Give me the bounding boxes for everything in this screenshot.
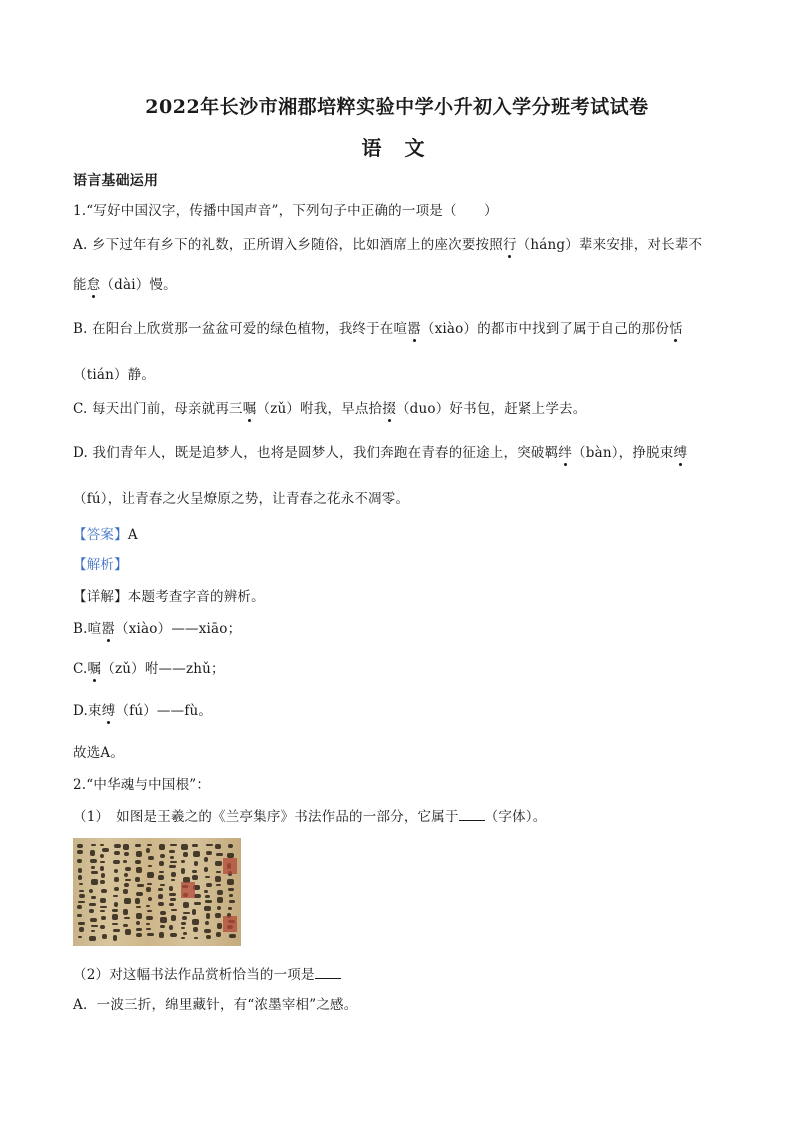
dotted-char: 缚 <box>673 445 688 461</box>
ink-stroke <box>124 883 129 887</box>
ink-stroke <box>183 912 190 914</box>
ink-stroke <box>124 852 129 856</box>
ink-stroke <box>193 851 200 857</box>
ink-stroke <box>229 900 235 903</box>
ink-stroke <box>183 902 189 908</box>
dotted-char: 嚣 <box>101 621 116 637</box>
exam-title: 2022年长沙市湘郡培粹实验中学小升初入学分班考试试卷 <box>145 96 649 118</box>
ink-stroke <box>205 876 210 878</box>
dotted-char: 嚣 <box>407 321 421 337</box>
ink-stroke <box>91 844 96 846</box>
ink-stroke <box>102 848 109 852</box>
ink-stroke <box>228 888 234 891</box>
ink-stroke <box>89 889 93 893</box>
ink-stroke <box>171 915 176 921</box>
ink-stroke <box>205 895 210 898</box>
ink-stroke <box>159 844 165 850</box>
text-span: （duo）好书包，赶紧上学去。 <box>395 401 587 417</box>
ink-stroke <box>160 911 166 915</box>
text-span: （zǔ）咐我，早点拾 <box>256 401 383 417</box>
ink-stroke <box>227 879 234 885</box>
text-span: B. 在阳台上欣赏那一盆盆可爱的绿色植物，我终于在喧 <box>73 321 408 337</box>
ink-stroke <box>181 922 186 925</box>
ink-stroke <box>113 860 120 864</box>
ink-stroke <box>90 850 95 856</box>
question-2-part-2 <box>73 966 341 984</box>
calligraphy-column <box>146 842 155 942</box>
ink-stroke <box>136 921 140 925</box>
ink-stroke <box>169 886 173 891</box>
ink-stroke <box>205 921 209 925</box>
ink-stroke <box>216 853 223 856</box>
ink-stroke <box>169 903 174 906</box>
ink-stroke <box>125 879 131 881</box>
ink-stroke <box>194 902 201 905</box>
seal-stamp <box>223 858 237 874</box>
ink-stroke <box>217 906 221 910</box>
exam-subject: 语 文 <box>361 136 433 160</box>
seal-stamp <box>181 882 195 898</box>
ink-stroke <box>192 919 199 925</box>
ink-stroke <box>204 857 208 862</box>
ink-stroke <box>79 890 84 892</box>
ink-stroke <box>170 933 177 937</box>
ink-stroke <box>183 852 188 857</box>
ink-stroke <box>100 925 105 929</box>
analysis-tag: 【解析】 <box>73 557 128 573</box>
ink-stroke <box>147 844 152 846</box>
ink-stroke <box>79 883 83 885</box>
ink-stroke <box>229 934 236 938</box>
ink-stroke <box>136 892 143 896</box>
ink-stroke <box>170 844 177 846</box>
ink-stroke <box>181 927 185 929</box>
ink-stroke <box>181 860 185 863</box>
question-1-stem: 1.“写好中国汉字，传播中国声音”，下列句子中正确的一项是（ ） <box>73 203 498 219</box>
ink-stroke <box>158 875 164 880</box>
ink-stroke <box>124 873 128 877</box>
ink-stroke <box>78 922 85 925</box>
seal-stamp <box>223 916 237 932</box>
ink-stroke <box>79 894 85 898</box>
ink-stroke <box>77 859 82 863</box>
ink-stroke <box>160 917 167 923</box>
ink-stroke <box>113 895 118 897</box>
ink-stroke <box>205 900 212 903</box>
ink-stroke <box>192 875 198 880</box>
ink-stroke <box>192 909 196 915</box>
option-a-line-2 <box>73 276 177 294</box>
ink-stroke <box>91 879 98 885</box>
ink-stroke <box>123 844 129 850</box>
dotted-char: 怠 <box>86 277 101 293</box>
ink-stroke <box>194 894 201 898</box>
correction-d <box>73 702 212 720</box>
correction-c <box>73 660 225 678</box>
dotted-char: 嘱 <box>87 661 102 677</box>
ink-stroke <box>114 869 118 873</box>
ink-stroke <box>206 844 213 846</box>
ink-stroke <box>146 928 151 930</box>
ink-stroke <box>102 934 107 939</box>
ink-stroke <box>101 873 105 878</box>
dotted-char: 绊 <box>558 445 573 461</box>
text-span: （1） 如图是王羲之的《兰亭集序》书法作品的一部分，它属于 <box>73 809 459 825</box>
ink-stroke <box>136 913 142 919</box>
ink-stroke <box>101 916 106 920</box>
ink-stroke <box>124 917 130 919</box>
calligraphy-column <box>204 842 213 942</box>
ink-stroke <box>100 910 105 912</box>
calligraphy-column <box>112 842 121 942</box>
ink-stroke <box>114 887 119 891</box>
ink-stroke <box>169 850 175 853</box>
ink-stroke <box>77 914 82 917</box>
ink-stroke <box>100 844 104 846</box>
answer-tag: 【答案】 <box>73 527 128 543</box>
ink-stroke <box>114 902 118 907</box>
ink-stroke <box>89 903 96 906</box>
ink-stroke <box>114 851 120 855</box>
answer-blank <box>315 966 341 979</box>
ink-stroke <box>204 867 208 872</box>
ink-stroke <box>206 935 211 939</box>
calligraphy-column <box>169 842 178 942</box>
ink-stroke <box>113 935 117 941</box>
ink-stroke <box>170 861 177 863</box>
ink-stroke <box>100 906 107 908</box>
section-heading: 语言基础运用 <box>73 173 159 189</box>
ink-stroke <box>89 936 96 941</box>
option-a-line-1 <box>73 236 702 254</box>
ink-stroke <box>77 844 83 848</box>
ink-stroke <box>91 896 96 899</box>
text-span: D.束 <box>73 703 102 719</box>
text-span: A. 乡下过年有乡下的礼数，正所谓入乡随俗，比如酒席上的座次要按照 <box>73 237 503 253</box>
ink-stroke <box>123 924 128 927</box>
ink-stroke <box>192 870 197 873</box>
ink-stroke <box>100 880 105 884</box>
answer-blank <box>459 808 485 821</box>
ink-stroke <box>147 883 152 885</box>
ink-stroke <box>159 861 164 866</box>
ink-stroke <box>114 877 119 882</box>
ink-stroke <box>78 936 82 938</box>
ink-stroke <box>193 927 198 932</box>
answer-line <box>73 526 138 544</box>
ink-stroke <box>216 932 221 937</box>
ink-stroke <box>137 884 144 887</box>
ink-stroke <box>100 854 104 858</box>
ink-stroke <box>158 888 163 891</box>
ink-stroke <box>147 872 154 878</box>
ink-stroke <box>91 930 95 932</box>
text-span: （2）对这幅书法作品赏析恰当的一项是 <box>73 967 315 983</box>
calligraphy-column <box>89 842 98 942</box>
ink-stroke <box>112 909 118 912</box>
text-span: （bàn），挣脱束 <box>572 445 674 461</box>
ink-stroke <box>171 879 175 881</box>
answer-value: A <box>127 527 138 543</box>
ink-stroke <box>206 851 212 855</box>
text-span: （dài）慢。 <box>100 277 177 293</box>
ink-stroke <box>91 871 98 874</box>
ink-stroke <box>206 913 210 919</box>
ink-stroke <box>77 850 83 854</box>
option-d-line-1 <box>73 444 687 462</box>
ink-stroke <box>204 890 208 893</box>
ink-stroke <box>194 937 198 939</box>
ink-stroke <box>123 860 127 863</box>
calligraphy-column <box>123 842 132 942</box>
ink-stroke <box>125 929 131 935</box>
ink-stroke <box>158 902 164 906</box>
ink-stroke <box>159 932 164 938</box>
ink-stroke <box>160 884 165 886</box>
ink-stroke <box>160 854 165 858</box>
ink-stroke <box>125 867 131 871</box>
ink-stroke <box>194 861 198 866</box>
ink-stroke <box>170 856 174 859</box>
ink-stroke <box>123 889 128 894</box>
option-b-line-2: （tián）静。 <box>73 367 156 383</box>
ink-stroke <box>135 860 141 864</box>
ink-stroke <box>135 898 140 904</box>
text-span: C. <box>73 661 88 677</box>
ink-stroke <box>136 933 142 937</box>
ink-stroke <box>228 844 233 848</box>
ink-stroke <box>90 918 97 922</box>
ink-stroke <box>148 897 152 901</box>
ink-stroke <box>169 925 173 930</box>
ink-stroke <box>77 905 82 909</box>
ink-stroke <box>217 897 223 903</box>
ink-stroke <box>135 844 141 847</box>
dotted-char: 掇 <box>382 401 396 417</box>
ink-stroke <box>146 887 151 892</box>
ink-stroke <box>113 929 120 932</box>
ink-stroke <box>114 844 121 848</box>
ink-stroke <box>146 905 150 907</box>
ink-stroke <box>216 884 221 886</box>
option-d-line-2: （fú），让青春之火呈燎原之势，让青春之花永不凋零。 <box>73 491 410 507</box>
text-span: 能 <box>73 277 87 293</box>
ink-stroke <box>147 910 152 912</box>
ink-stroke <box>123 909 128 915</box>
ink-stroke <box>192 844 198 847</box>
ink-stroke <box>112 914 118 920</box>
text-span: （字体）。 <box>484 809 547 825</box>
text-span: C. 每天出门前，母亲就再三 <box>73 401 243 417</box>
text-span: （fú）——fù。 <box>115 703 213 719</box>
choose-line: 故选A。 <box>73 745 125 761</box>
ink-stroke <box>159 871 164 873</box>
ink-stroke <box>181 937 185 939</box>
ink-stroke <box>217 890 223 895</box>
ink-stroke <box>136 867 142 873</box>
ink-stroke <box>204 929 211 933</box>
dotted-char: 恬 <box>669 321 683 337</box>
ink-stroke <box>112 923 118 925</box>
ink-stroke <box>217 923 222 929</box>
text-span: （xiào）的都市中找到了属于自己的那份 <box>420 321 670 337</box>
ink-stroke <box>216 871 221 873</box>
ink-stroke <box>78 868 82 873</box>
ink-stroke <box>215 844 221 849</box>
ink-stroke <box>171 909 177 911</box>
ink-stroke <box>182 916 187 920</box>
correction-b <box>73 620 241 638</box>
dotted-char: 缚 <box>101 703 116 719</box>
ink-stroke <box>206 883 212 887</box>
ink-stroke <box>181 844 188 850</box>
calligraphy-image <box>73 838 241 946</box>
detail-line: 【详解】本题考查字音的辨析。 <box>73 589 265 605</box>
ink-stroke <box>147 933 154 936</box>
ink-stroke <box>204 906 211 911</box>
calligraphy-column <box>135 842 144 942</box>
ink-stroke <box>215 861 222 866</box>
ink-stroke <box>148 865 152 867</box>
dotted-char: 嘱 <box>242 401 257 417</box>
ink-stroke <box>136 928 142 931</box>
ink-stroke <box>91 925 98 927</box>
ink-stroke <box>91 866 95 869</box>
ink-stroke <box>100 866 104 871</box>
ink-stroke <box>158 894 163 899</box>
ink-stroke <box>171 872 176 877</box>
ink-stroke <box>146 848 150 853</box>
ink-stroke <box>160 925 165 928</box>
ink-stroke <box>215 913 221 918</box>
ink-stroke <box>89 909 94 913</box>
ink-stroke <box>146 923 150 925</box>
calligraphy-column <box>77 842 86 942</box>
ink-stroke <box>79 927 84 932</box>
ink-stroke <box>100 898 106 903</box>
dotted-char: 行 <box>502 237 517 253</box>
ink-stroke <box>146 916 153 920</box>
ink-stroke <box>136 851 142 857</box>
ink-stroke <box>135 877 140 882</box>
ink-stroke <box>101 889 107 893</box>
text-span: D. 我们青年人，既是追梦人，也将是圆梦人，我们奔跑在青春的征途上，突破羁 <box>73 445 559 461</box>
ink-stroke <box>169 893 176 896</box>
text-span: （zǔ）咐——zhǔ； <box>101 661 225 677</box>
text-span: （háng）辈来安排，对长辈不 <box>516 237 703 253</box>
text-span: （xiào）——xiāo； <box>115 621 242 637</box>
ink-stroke <box>100 861 105 863</box>
ink-stroke <box>170 898 176 901</box>
text-span: B.喧 <box>73 621 102 637</box>
ink-stroke <box>78 875 82 880</box>
ink-stroke <box>136 906 141 908</box>
calligraphy-column <box>158 842 167 942</box>
ink-stroke <box>215 876 221 882</box>
ink-stroke <box>78 901 85 903</box>
ink-stroke <box>181 868 185 874</box>
ink-stroke <box>169 865 176 868</box>
question-2-option-a: A．一波三折，绵里藏针，有“浓墨宰相”之感。 <box>73 997 358 1013</box>
ink-stroke <box>90 859 97 863</box>
ink-stroke <box>183 932 187 935</box>
ink-stroke <box>228 907 232 910</box>
question-2-stem: 2.“中华魂与中国根”： <box>73 777 211 793</box>
calligraphy-column <box>100 842 109 942</box>
ink-stroke <box>124 898 131 904</box>
option-b-line-1 <box>73 320 683 338</box>
question-2-part-1 <box>73 808 546 826</box>
ink-stroke <box>229 894 233 897</box>
option-c <box>73 400 586 418</box>
ink-stroke <box>148 856 154 860</box>
